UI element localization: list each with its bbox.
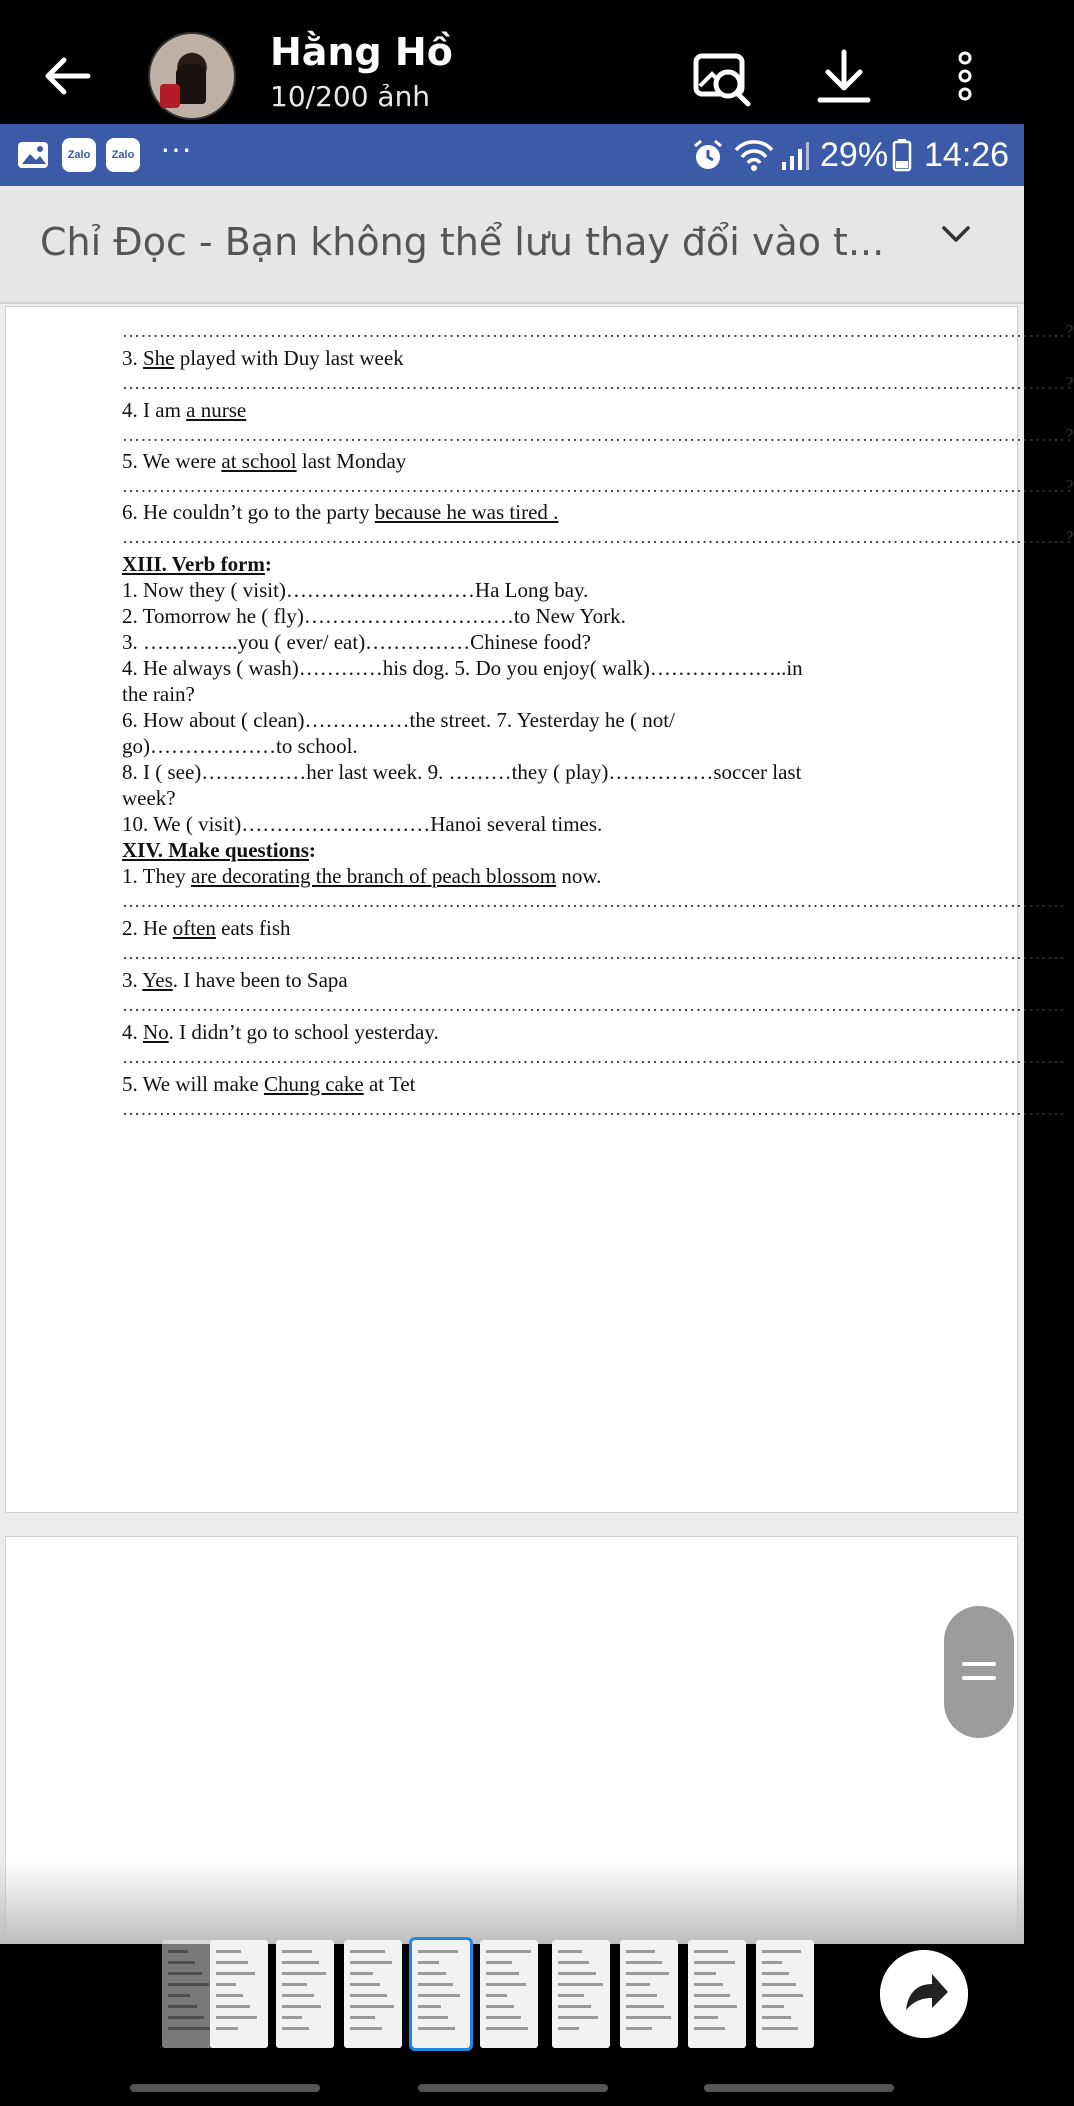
verb-form-line: week? <box>122 786 176 810</box>
answer-line: ……………………………………………………………………………………………………………………………………… ? <box>122 424 854 446</box>
page-thumbnail[interactable] <box>412 1940 470 2048</box>
section-title: XIII. Verb form: <box>122 552 272 576</box>
wifi-icon <box>732 138 776 172</box>
verb-form-line: 10. We ( visit)………………………Hanoi several times. <box>122 812 603 836</box>
read-only-banner[interactable] <box>0 186 1024 304</box>
page-thumbnail[interactable] <box>620 1940 678 2048</box>
read-only-text: Chỉ Đọc - Bạn không thể lưu thay đổi vào t... <box>40 220 885 264</box>
section-title: XIV. Make questions: <box>122 838 316 862</box>
user-name: Hằng Hồ <box>270 30 453 74</box>
battery-icon <box>892 138 912 172</box>
gallery-icon <box>16 138 50 172</box>
page-thumbnail[interactable] <box>276 1940 334 2048</box>
question-line: 1. They are decorating the branch of peach blossom now. <box>122 864 602 888</box>
verb-form-line: 8. I ( see)……………her last week. 9. ………they ( play)……………soccer last <box>122 760 802 784</box>
share-icon[interactable] <box>880 1950 968 2038</box>
page-thumbnail[interactable] <box>688 1940 746 2048</box>
nav-pill <box>418 2084 608 2092</box>
question-line: 2. He often eats fish <box>122 916 291 940</box>
answer-line: ……………………………………………………………………………………………………………………………………… <box>122 995 1066 1015</box>
more-vert-icon[interactable] <box>930 46 1000 110</box>
page-thumbnail[interactable] <box>210 1940 268 2048</box>
verb-form-line: the rain? <box>122 682 195 706</box>
page-thumbnail[interactable] <box>344 1940 402 2048</box>
more-notifications: ··· <box>160 130 192 166</box>
zalo-icon: Zalo <box>62 138 96 172</box>
answer-line: ……………………………………………………………………………………………………………………………………… <box>122 891 1066 911</box>
answer-line: ……………………………………………………………………………………………………………………………………… ? <box>122 320 854 342</box>
download-icon[interactable] <box>812 46 876 110</box>
verb-form-line: 3. …………..you ( ever/ eat)……………Chinese food? <box>122 630 591 654</box>
status-bar <box>0 124 1024 186</box>
page-thumbnail[interactable] <box>480 1940 538 2048</box>
question-line: 5. We will make Chung cake at Tet <box>122 1072 416 1096</box>
back-arrow-icon[interactable] <box>40 48 96 104</box>
photo-count: 10/200 ảnh <box>270 80 431 113</box>
nav-pill <box>130 2084 320 2092</box>
question-line: 3. She played with Duy last week <box>122 346 404 370</box>
question-line: 4. No. I didn’t go to school yesterday. <box>122 1020 439 1044</box>
nav-pill <box>704 2084 894 2092</box>
question-line: 5. We were at school last Monday <box>122 449 407 473</box>
signal-icon <box>780 138 810 172</box>
question-line: 6. He couldn’t go to the party because he was tired . <box>122 500 559 524</box>
alarm-icon <box>692 138 724 172</box>
zalo-icon: Zalo <box>106 138 140 172</box>
question-line: 4. I am a nurse <box>122 398 247 422</box>
chevron-down-icon[interactable] <box>938 222 974 246</box>
avatar[interactable] <box>148 32 236 120</box>
answer-line: ……………………………………………………………………………………………………………………………………… ? <box>122 372 854 394</box>
question-line: 3. Yes. I have been to Sapa <box>122 968 348 992</box>
verb-form-line: go)………………to school. <box>122 734 358 758</box>
top-app-bar <box>0 0 1024 124</box>
answer-line: ……………………………………………………………………………………………………………………………………… <box>122 1047 1066 1067</box>
scroll-handle[interactable] <box>944 1606 1014 1738</box>
image-search-icon[interactable] <box>690 46 754 110</box>
answer-line: ……………………………………………………………………………………………………………………………………… <box>122 1099 1066 1119</box>
verb-form-line: 4. He always ( wash)…………his dog. 5. Do you enjoy( walk)………………..in <box>122 656 803 680</box>
page-thumbnail[interactable] <box>552 1940 610 2048</box>
verb-form-line: 6. How about ( clean)……………the street. 7. Yesterday he ( not/ <box>122 708 675 732</box>
answer-line: ……………………………………………………………………………………………………………………………………… <box>122 943 1066 963</box>
clock: 14:26 <box>924 136 1010 174</box>
page-thumbnail[interactable] <box>756 1940 814 2048</box>
verb-form-line: 2. Tomorrow he ( fly)…………………………to New York. <box>122 604 626 628</box>
answer-line: ……………………………………………………………………………………………………………………………………… ? <box>122 526 854 548</box>
battery-percent: 29% <box>820 136 889 174</box>
answer-line: ……………………………………………………………………………………………………………………………………… ? <box>122 475 854 497</box>
bottom-fade <box>0 1860 1024 1944</box>
verb-form-line: 1. Now they ( visit)………………………Ha Long bay. <box>122 578 589 602</box>
